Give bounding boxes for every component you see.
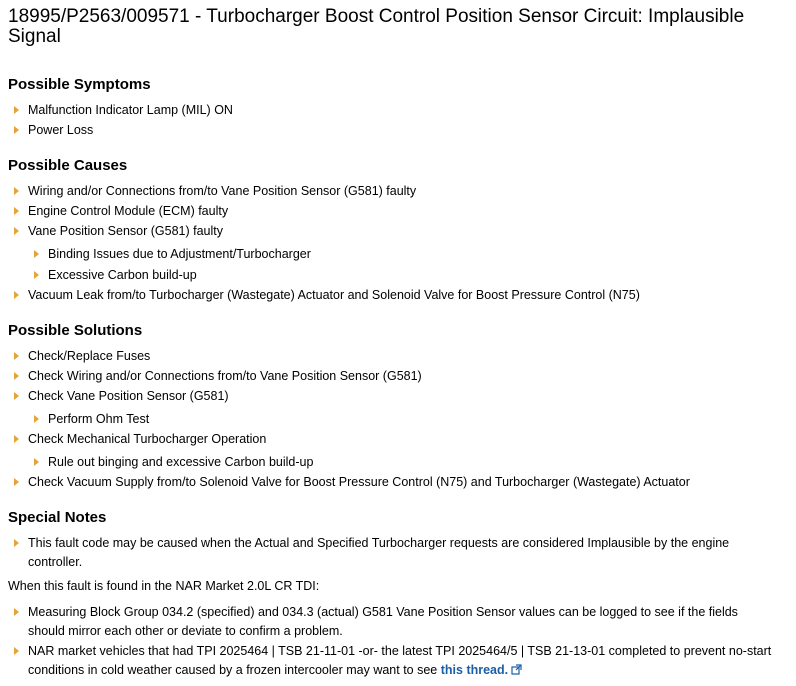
bullet-arrow-icon	[14, 207, 19, 215]
note-text: NAR market vehicles that had TPI 2025464 | TSB 21-11-01 -or- the latest TPI 2025464/5 | TSB 21-13-01 completed to prevent no-start conditions in cold weather caused by a frozen intercooler may want to see	[28, 644, 772, 677]
bullet-arrow-icon	[14, 608, 19, 616]
list-item: Vane Position Sensor (G581) faulty	[14, 222, 784, 241]
list-item: Perform Ohm Test	[34, 410, 784, 429]
bullet-arrow-icon	[34, 458, 39, 466]
bullet-arrow-icon	[14, 106, 19, 114]
bullet-arrow-icon	[14, 126, 19, 134]
list-item: Engine Control Module (ECM) faulty	[14, 202, 784, 221]
list-item: Check Wiring and/or Connections from/to Vane Position Sensor (G581)	[14, 367, 784, 386]
list-item: This fault code may be caused when the Actual and Specified Turbocharger requests are considered Implausible by the engine controller.	[14, 534, 774, 572]
bullet-arrow-icon	[14, 187, 19, 195]
list-item: Rule out binging and excessive Carbon build-up	[34, 453, 784, 472]
bullet-arrow-icon	[14, 478, 19, 486]
list-item	[14, 642, 788, 680]
list-item: Wiring and/or Connections from/to Vane Position Sensor (G581) faulty	[14, 182, 784, 201]
list-item: Excessive Carbon build-up	[34, 266, 784, 285]
external-link-icon	[511, 664, 522, 675]
bullet-arrow-icon	[14, 539, 19, 547]
bullet-arrow-icon	[14, 392, 19, 400]
bullet-arrow-icon	[14, 435, 19, 443]
bullet-arrow-icon	[14, 291, 19, 299]
bullet-arrow-icon	[34, 250, 39, 258]
bullet-arrow-icon	[14, 227, 19, 235]
bullet-arrow-icon	[14, 372, 19, 380]
list-item: Measuring Block Group 034.2 (specified) and 034.3 (actual) G581 Vane Position Sensor values can be logged to see if the fields should mirror each other or deviate to confirm a problem.	[14, 603, 774, 641]
bullet-arrow-icon	[14, 647, 19, 655]
causes-heading: Possible Causes	[8, 157, 128, 174]
notes-heading: Special Notes	[8, 509, 107, 526]
list-item: Check Mechanical Turbocharger Operation	[14, 430, 784, 449]
list-item: Malfunction Indicator Lamp (MIL) ON	[14, 101, 784, 120]
page-title: 18995/P2563/009571 - Turbocharger Boost Control Position Sensor Circuit: Implausible Signal	[8, 6, 745, 47]
notes-paragraph: When this fault is found in the NAR Market 2.0L CR TDI:	[8, 579, 320, 593]
list-item: Binding Issues due to Adjustment/Turbocharger	[34, 245, 784, 264]
list-item: Vacuum Leak from/to Turbocharger (Wastegate) Actuator and Solenoid Valve for Boost Pressure Control (N75)	[14, 286, 784, 305]
thread-link[interactable]: this thread.	[440, 663, 509, 677]
list-item: Check/Replace Fuses	[14, 347, 784, 366]
bullet-arrow-icon	[14, 352, 19, 360]
list-item: Check Vane Position Sensor (G581)	[14, 387, 784, 406]
symptoms-heading: Possible Symptoms	[8, 76, 151, 93]
list-item: Check Vacuum Supply from/to Solenoid Valve for Boost Pressure Control (N75) and Turbocharger (Wastegate) Actuator	[14, 473, 784, 492]
bullet-arrow-icon	[34, 271, 39, 279]
solutions-heading: Possible Solutions	[8, 322, 143, 339]
list-item: Power Loss	[14, 121, 784, 140]
bullet-arrow-icon	[34, 415, 39, 423]
